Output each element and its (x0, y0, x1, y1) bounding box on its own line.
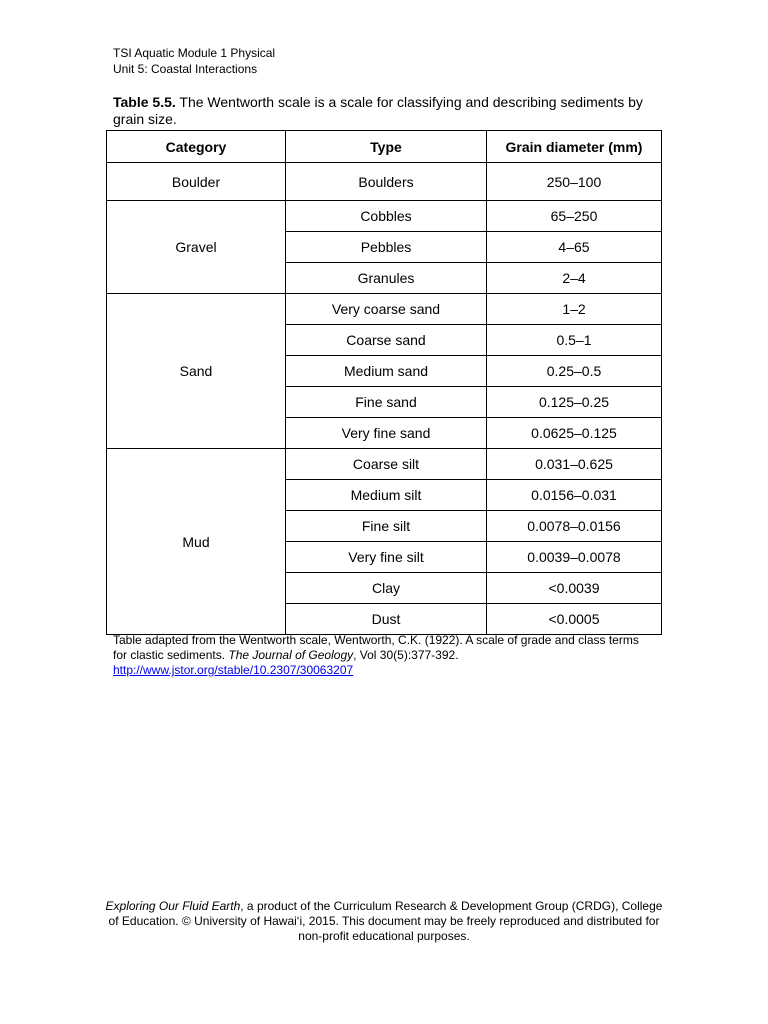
type-cell: Very fine sand (286, 418, 487, 449)
diameter-cell: <0.0039 (487, 573, 662, 604)
type-cell: Boulders (286, 163, 487, 201)
header-category: Category (107, 131, 286, 163)
diameter-cell: 0.5–1 (487, 325, 662, 356)
type-cell: Medium silt (286, 480, 487, 511)
diameter-cell: 4–65 (487, 232, 662, 263)
category-cell: Sand (107, 294, 286, 449)
table-caption-label: Table 5.5. (113, 94, 176, 110)
diameter-cell: 0.0039–0.0078 (487, 542, 662, 573)
type-cell: Fine silt (286, 511, 487, 542)
diameter-cell: 0.25–0.5 (487, 356, 662, 387)
diameter-cell: 0.0625–0.125 (487, 418, 662, 449)
diameter-cell: 0.031–0.625 (487, 449, 662, 480)
document-footer (100, 899, 668, 944)
table-row (107, 201, 662, 232)
diameter-cell: 250–100 (487, 163, 662, 201)
source-citation-text: Table adapted from the Wentworth scale, Wentworth, C.K. (1922). A scale of grade and class terms for clastic sediments. (113, 633, 639, 662)
header-grain-diameter: Grain diameter (mm) (487, 131, 662, 163)
wentworth-scale-table (106, 130, 662, 635)
source-link[interactable]: http://www.jstor.org/stable/10.2307/30063207 (113, 663, 354, 677)
diameter-cell: 0.0078–0.0156 (487, 511, 662, 542)
table-header-row (107, 131, 662, 163)
type-cell: Pebbles (286, 232, 487, 263)
diameter-cell: 0.125–0.25 (487, 387, 662, 418)
type-cell: Granules (286, 263, 487, 294)
diameter-cell: 0.0156–0.031 (487, 480, 662, 511)
table-row (107, 294, 662, 325)
category-cell: Gravel (107, 201, 286, 294)
category-cell: Boulder (107, 163, 286, 201)
type-cell: Coarse silt (286, 449, 487, 480)
type-cell: Very fine silt (286, 542, 487, 573)
type-cell: Very coarse sand (286, 294, 487, 325)
table-source-note (113, 633, 653, 678)
document-header (113, 45, 275, 77)
diameter-cell: 1–2 (487, 294, 662, 325)
category-cell: Mud (107, 449, 286, 635)
footer-publication-title: Exploring Our Fluid Earth (105, 899, 241, 913)
table-row (107, 449, 662, 480)
type-cell: Clay (286, 573, 487, 604)
type-cell: Dust (286, 604, 487, 635)
footer-text: , a product of the Curriculum Research & Development Group (CRDG), College of Education. © University of Hawai‘i, 2015. This document may be freely reproduced and distributed for non-profit educational purposes. (108, 899, 663, 943)
source-citation-volume: , Vol 30(5):377-392. (353, 648, 459, 662)
type-cell: Cobbles (286, 201, 487, 232)
table-caption (113, 94, 673, 128)
table-row (107, 163, 662, 201)
header-unit-title: Unit 5: Coastal Interactions (113, 62, 258, 76)
source-journal-title: The Journal of Geology (228, 648, 354, 662)
header-type: Type (286, 131, 487, 163)
type-cell: Coarse sand (286, 325, 487, 356)
table-caption-text: The Wentworth scale is a scale for classifying and describing sediments by grain size. (113, 94, 643, 127)
type-cell: Fine sand (286, 387, 487, 418)
header-module-title: TSI Aquatic Module 1 Physical (113, 46, 276, 60)
diameter-cell: <0.0005 (487, 604, 662, 635)
type-cell: Medium sand (286, 356, 487, 387)
diameter-cell: 65–250 (487, 201, 662, 232)
diameter-cell: 2–4 (487, 263, 662, 294)
